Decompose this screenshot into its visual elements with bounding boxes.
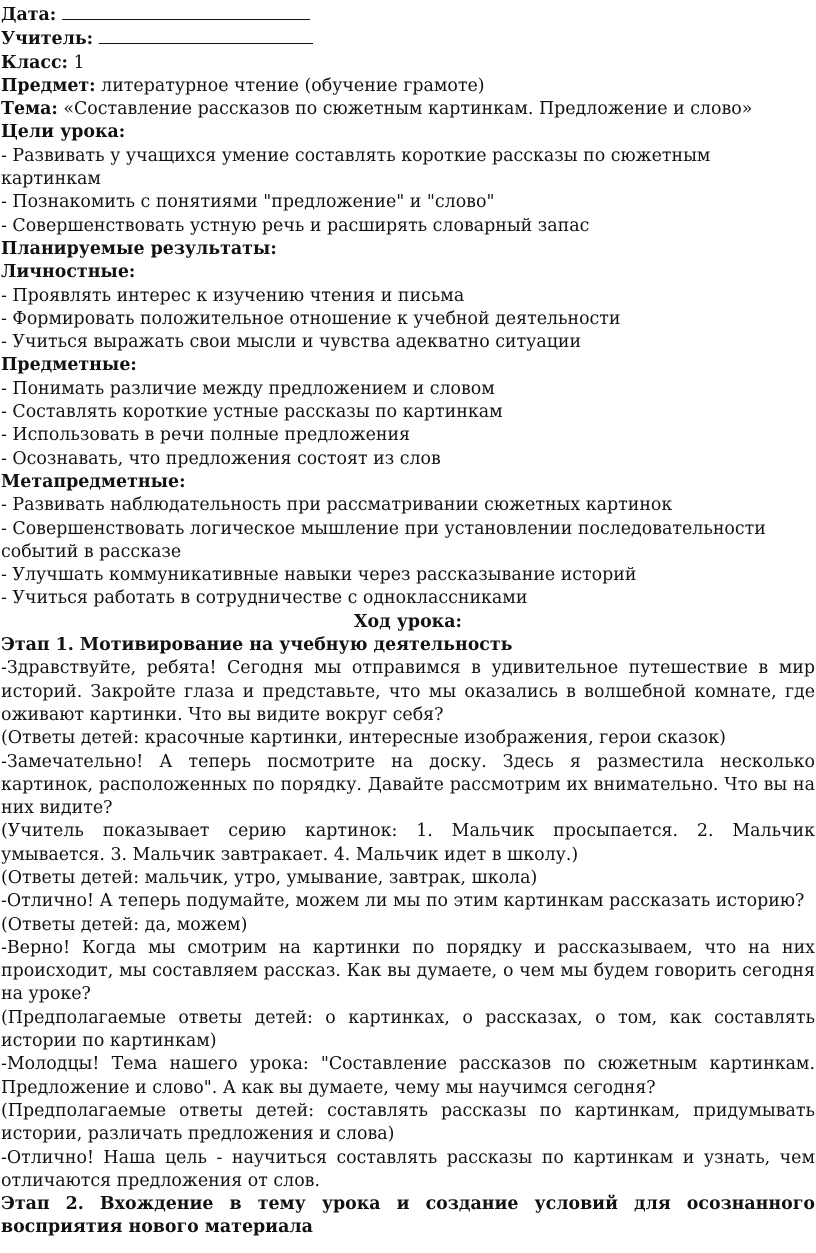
subject-results-title: Предметные:	[1, 355, 137, 376]
personal-result-item: - Учиться выражать свои мысли и чувства адекватно ситуации	[1, 332, 582, 353]
meta-result-item: - Развивать наблюдательность при рассматривании сюжетных картинок	[1, 495, 673, 516]
date-label: Дата:	[1, 5, 57, 25]
lesson-title: Ход урока:	[354, 611, 462, 632]
lesson-paragraph: (Ответы детей: красочные картинки, интересные изображения, герои сказок)	[1, 728, 726, 749]
lesson-paragraph: (Предполагаемые ответы детей: о картинках, о рассказах, о том, как составлять истории по картинкам)	[1, 1007, 815, 1052]
lesson-paragraph: -Отлично! А теперь подумайте, можем ли мы по этим картинкам рассказать историю?	[1, 891, 805, 912]
goals-title: Цели урока:	[1, 122, 126, 143]
lesson-paragraph: (Ответы детей: да, можем)	[1, 914, 248, 935]
lesson-paragraph: (Учитель показывает серию картинок: 1. Мальчик просыпается. 2. Мальчик умывается. 3. Мальчик завтракает. 4. Мальчик идет в школу.)	[1, 821, 815, 865]
teacher-label: Учитель:	[1, 29, 94, 50]
date-blank	[62, 3, 310, 20]
subject-result-item: - Составлять короткие устные рассказы по картинкам	[1, 402, 503, 423]
lesson-paragraph: -Замечательно! А теперь посмотрите на доску. Здесь я разместила несколько картинок, расположенных по порядку. Давайте рассмотрим их внимательно. Что вы на них видите?	[1, 751, 815, 819]
class-value: 1	[73, 52, 85, 73]
class-label: Класс:	[1, 52, 68, 73]
lesson-paragraph: (Предполагаемые ответы детей: составлять рассказы по картинкам, придумывать истории, различать предложения и слова)	[1, 1100, 815, 1145]
meta-result-item: - Учиться работать в сотрудничестве с одноклассниками	[1, 588, 528, 609]
meta-results-title: Метапредметные:	[1, 471, 186, 492]
subject-value: литературное чтение (обучение грамоте)	[101, 75, 485, 96]
goal-item: - Совершенствовать устную речь и расширять словарный запас	[1, 215, 590, 236]
subject-result-item: - Осознавать, что предложения состоят из слов	[1, 448, 441, 469]
topic-label: Тема:	[1, 99, 58, 120]
personal-results-title: Личностные:	[1, 262, 136, 283]
stage-1-title: Этап 1. Мотивирование на учебную деятельность	[1, 635, 513, 656]
lesson-paragraph: -Молодцы! Тема нашего урока: "Составление рассказов по сюжетным картинкам. Предложение и слово". А как вы думаете, чему мы научимся сегодня?	[1, 1054, 815, 1098]
lesson-paragraph: -Отлично! Наша цель - научиться составлять рассказы по картинкам и узнать, чем отличаются предложения от слов.	[1, 1147, 815, 1191]
subject-label: Предмет:	[1, 75, 96, 96]
class-row	[1, 52, 815, 75]
lesson-paragraph: (Ответы детей: мальчик, утро, умывание, завтрак, школа)	[1, 867, 538, 888]
results-title: Планируемые результаты:	[1, 238, 277, 259]
lesson-paragraph: -Здравствуйте, ребята! Сегодня мы отправимся в удивительное путешествие в мир историй. Закройте глаза и представьте, что мы оказались в волшебной комнате, где оживают картинки. Что вы видите вокруг себя?	[1, 658, 815, 725]
teacher-row	[1, 27, 815, 51]
personal-result-item: - Формировать положительное отношение к учебной деятельности	[1, 308, 621, 329]
subject-row	[1, 75, 815, 98]
teacher-blank	[99, 27, 313, 44]
meta-result-item: - Улучшать коммуникативные навыки через рассказывание историй	[1, 565, 637, 586]
subject-result-item: - Использовать в речи полные предложения	[1, 425, 411, 446]
personal-result-item: - Проявлять интерес к изучению чтения и письма	[1, 285, 465, 306]
topic-value: «Составление рассказов по сюжетным картинкам. Предложение и слово»	[63, 99, 753, 120]
subject-result-item: - Понимать различие между предложением и словом	[1, 378, 495, 399]
date-row	[1, 3, 815, 27]
lesson-paragraph: -Верно! Когда мы смотрим на картинки по порядку и рассказываем, что на них происходит, мы составляем рассказ. Как вы думаете, о чем мы будем говорить сегодня на уроке?	[1, 937, 815, 1005]
meta-result-item: - Совершенствовать логическое мышление при установлении последовательности событий в рассказе	[1, 518, 766, 562]
goal-item: - Познакомить с понятиями "предложение" и "слово"	[1, 192, 495, 213]
stage-2-title: Этап 2. Вхождение в тему урока и создание условий для осознанного восприятия нового материала	[1, 1194, 815, 1238]
topic-row	[1, 98, 815, 121]
goal-item: - Развивать у учащихся умение составлять короткие рассказы по сюжетным картинкам	[1, 145, 711, 190]
